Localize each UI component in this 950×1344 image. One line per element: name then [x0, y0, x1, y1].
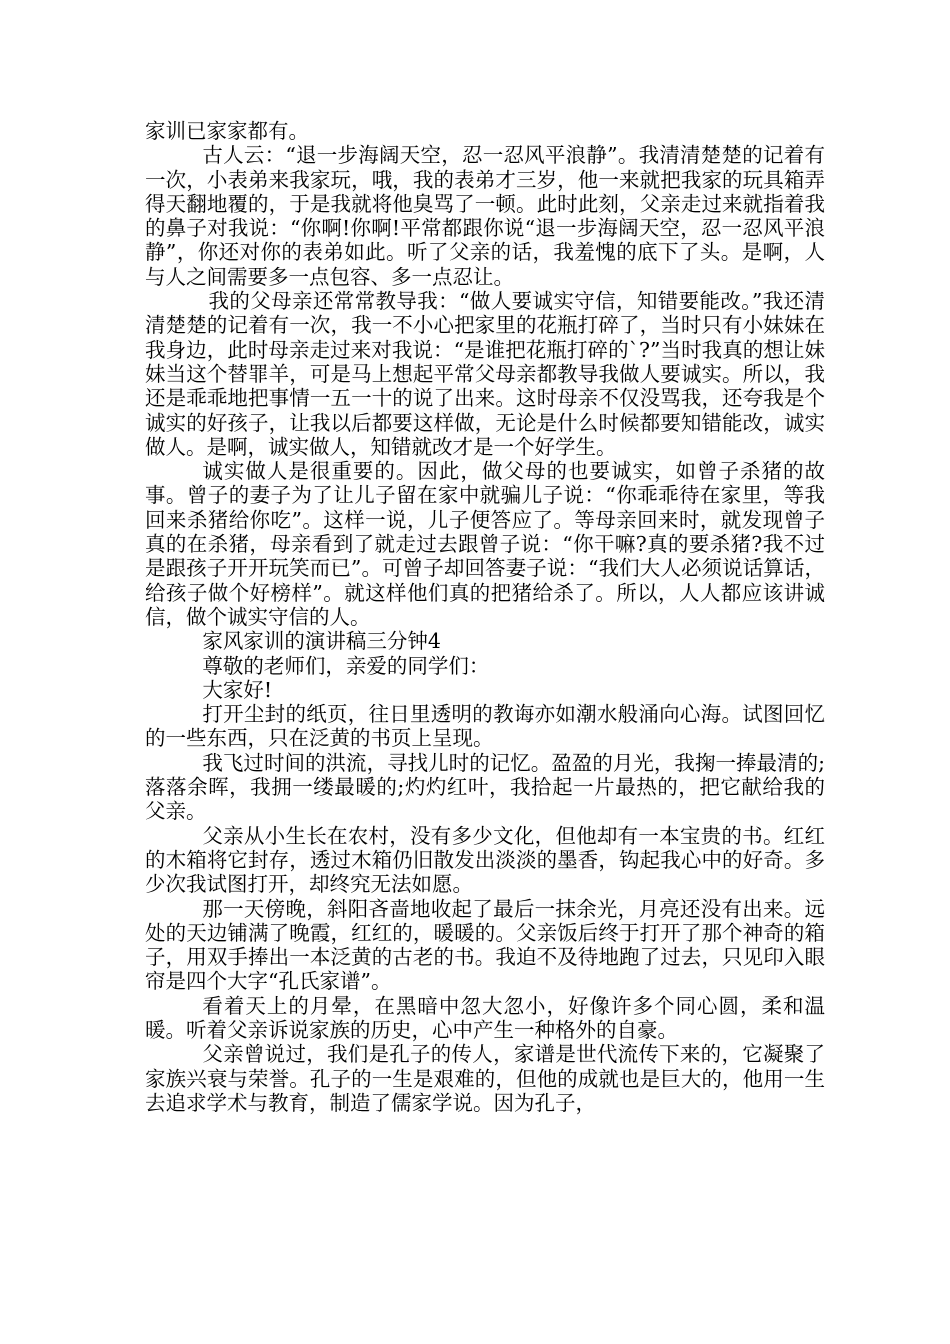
paragraph-5: 打开尘封的纸页，往日里透明的教诲亦如潮水般涌向心海。试图回忆的一些东西，只在泛黄的书页上呈现。: [145, 702, 825, 751]
greeting: 大家好!: [202, 677, 273, 702]
paragraph-6: 我飞过时间的洪流，寻找儿时的记忆。盈盈的月光，我掬一捧最清的;落落余晖，我拥一缕最暖的;灼灼红叶，我拾起一片最热的，把它献给我的父亲。: [145, 750, 825, 824]
paragraph-2: 古人云：“退一步海阔天空，忍一忍风平浪静”。我清清楚楚的记着有一次，小表弟来我家玩，哦，我的表弟才三岁，他一来就把我家的玩具箱弄得天翻地覆的，于是我就将他臭骂了一顿。此时此刻，父亲走过来就指着我的鼻子对我说：“你啊!你啊!平常都跟你说“退一步海阔天空，忍一忍风平浪静”，你还对你的表弟如此。听了父亲的话，我羞愧的底下了头。是啊，人与人之间需要多一点包容、多一点忍让。: [145, 143, 825, 289]
paragraph-7: 父亲从小生长在农村，没有多少文化，但他却有一本宝贵的书。红红的木箱将它封存，透过木箱仍旧散发出淡淡的墨香，钩起我心中的好奇。多少次我试图打开，却终究无法如愿。: [145, 823, 825, 897]
paragraph-9: 看着天上的月晕，在黑暗中忽大忽小，好像许多个同心圆，柔和温暖。听着父亲诉说家族的历史，心中产生一种格外的自豪。: [145, 993, 825, 1042]
paragraph-8: 那一天傍晚，斜阳吝啬地收起了最后一抹余光，月亮还没有出来。远处的天边铺满了晚霞，红红的，暖暖的。父亲饭后终于打开了那个神奇的箱子，用双手捧出一本泛黄的古老的书。我迫不及待地跑了过去，只见印入眼帘是四个大字“孔氏家谱”。: [145, 896, 825, 994]
paragraph-1: 家训已家家都有。: [145, 119, 309, 143]
paragraph-10: 父亲曾说过，我们是孔子的传人，家谱是世代流传下来的，它凝聚了家族兴衰与荣誉。孔子的一生是艰难的，但他的成就也是巨大的，他用一生去追求学术与教育，制造了儒家学说。因为孔子，: [145, 1042, 825, 1115]
section-heading: 家风家训的演讲稿三分钟4: [202, 629, 441, 654]
document-body: [145, 119, 825, 1115]
salutation: 尊敬的老师们，亲爱的同学们：: [202, 653, 490, 678]
paragraph-4: 诚实做人是很重要的。因此，做父母的也要诚实，如曾子杀猪的故事。曾子的妻子为了让儿子留在家中就骗儿子说：“你乖乖待在家里，等我回来杀猪给你吃”。这样一说，儿子便答应了。等母亲回来时，就发现曾子真的在杀猪，母亲看到了就走过去跟曾子说：“你干嘛?真的要杀猪?我不过是跟孩子开开玩笑而已”。可曾子却回答妻子说：“我们大人必须说话算话，给孩子做个好榜样”。就这样他们真的把猪给杀了。所以，人人都应该讲诚信，做个诚实守信的人。: [145, 459, 825, 629]
paragraph-3: 我的父母亲还常常教导我：“做人要诚实守信，知错要能改。”我还清清楚楚的记着有一次，我一不小心把家里的花瓶打碎了，当时只有小妹妹在我身边，此时母亲走过来对我说：“是谁把花瓶打碎的`?”当时我真的想让妹妹当这个替罪羊，可是马上想起平常父母亲都教导我做人要诚实。所以，我还是乖乖地把事情一五一十的说了出来。这时母亲不仅没骂我，还夸我是个诚实的好孩子，让我以后都要这样做，无论是什么时候都要知错能改，诚实做人。是啊，诚实做人，知错就改才是一个好学生。: [145, 289, 825, 459]
